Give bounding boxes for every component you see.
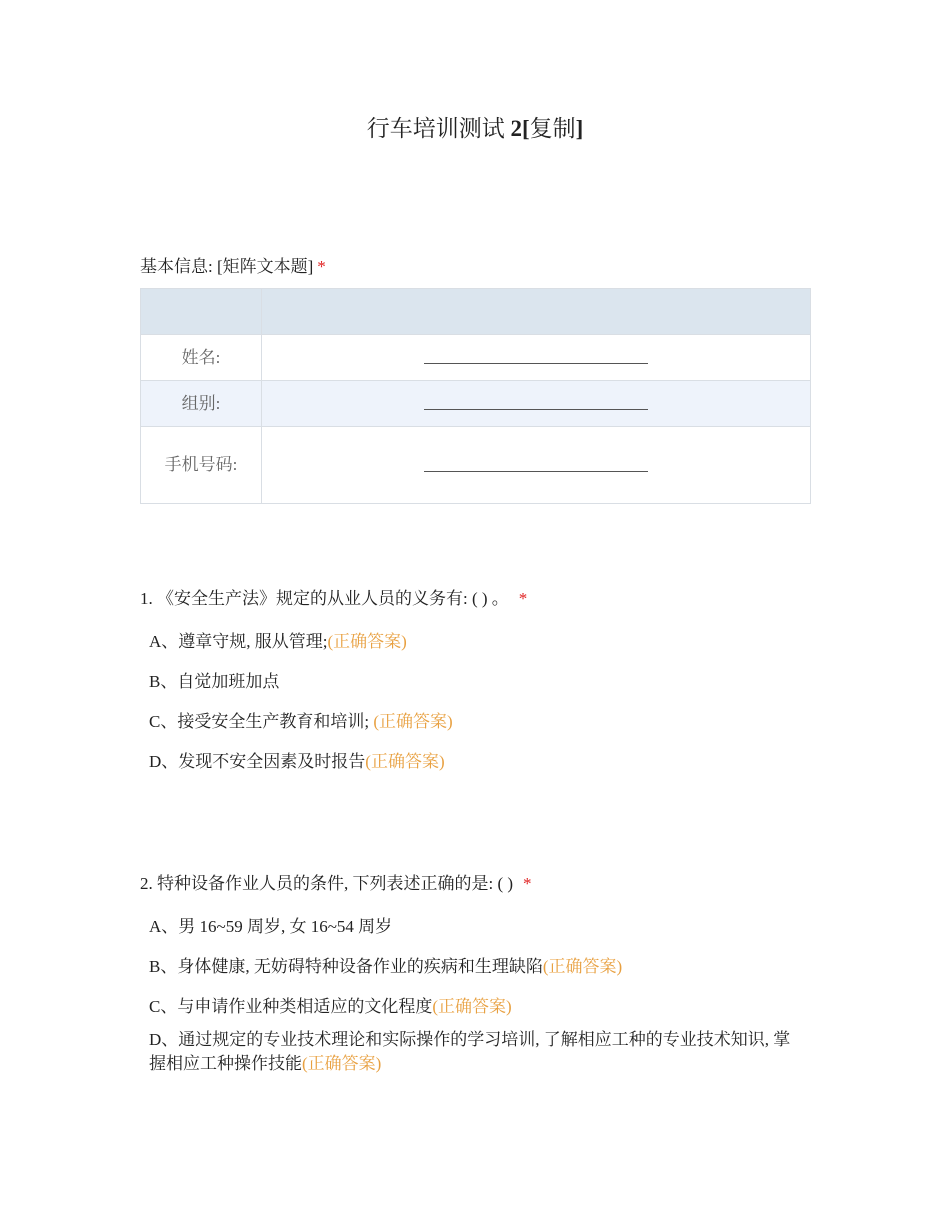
question-1 [140, 584, 527, 609]
basic-info-matrix [140, 288, 811, 504]
q1-option-a[interactable] [149, 630, 809, 654]
basic-info-text: 基本信息: [矩阵文本题] [140, 257, 314, 276]
matrix-row-label: 姓名: [141, 335, 262, 381]
matrix-row-name [141, 335, 811, 381]
name-blank-line [424, 363, 648, 364]
title-bracket-open: [ [521, 116, 530, 141]
correct-answer-tag: (正确答案) [302, 1054, 382, 1073]
title-copy: 复制 [529, 116, 576, 141]
matrix-row-label: 手机号码: [141, 427, 262, 504]
option-text: C、与申请作业种类相适应的文化程度 [149, 997, 433, 1016]
option-text: B、自觉加班加点 [149, 672, 280, 691]
question-2 [140, 869, 532, 894]
q2-option-a[interactable] [149, 915, 809, 939]
q2-option-b[interactable] [149, 955, 809, 979]
option-text: B、身体健康, 无妨碍特种设备作业的疾病和生理缺陷 [149, 957, 543, 976]
matrix-header-cell [262, 289, 811, 335]
question-1-text: 1. 《安全生产法》规定的从业人员的义务有: ( ) 。 [140, 589, 509, 608]
q1-option-b[interactable] [149, 670, 809, 694]
matrix-row-group [141, 381, 811, 427]
option-text: D、发现不安全因素及时报告 [149, 752, 366, 771]
matrix-header-row [141, 289, 811, 335]
correct-answer-tag: (正确答案) [327, 632, 407, 651]
required-mark: * [317, 257, 326, 276]
correct-answer-tag: (正确答案) [373, 712, 453, 731]
group-blank-line [424, 409, 648, 410]
matrix-row-phone [141, 427, 811, 504]
q1-option-c[interactable] [149, 710, 809, 734]
q2-option-d[interactable] [149, 1028, 804, 1076]
basic-info-label [140, 252, 326, 277]
matrix-row-label: 组别: [141, 381, 262, 427]
matrix-header-corner [141, 289, 262, 335]
option-text: A、男 16~59 周岁, 女 16~54 周岁 [149, 917, 393, 936]
q2-option-c[interactable] [149, 995, 809, 1019]
title-main: 行车培训测试 [366, 116, 505, 141]
option-text: A、遵章守规, 服从管理; [149, 632, 328, 651]
question-2-text: 2. 特种设备作业人员的条件, 下列表述正确的是: ( ) [140, 874, 514, 893]
required-mark: * [518, 589, 528, 608]
required-mark: * [523, 874, 532, 893]
name-input[interactable] [262, 335, 811, 381]
page-title [0, 110, 950, 143]
option-text: D、通过规定的专业技术理论和实际操作的学习培训, 了解相应工种的专业技术知识, 掌握相应工种操作技能 [149, 1030, 791, 1073]
title-bracket-close: ] [575, 116, 584, 141]
option-text: C、接受安全生产教育和培训; [149, 712, 374, 731]
title-number: 2 [510, 116, 522, 141]
phone-input[interactable] [262, 427, 811, 504]
correct-answer-tag: (正确答案) [365, 752, 445, 771]
q1-option-d[interactable] [149, 750, 809, 774]
group-input[interactable] [262, 381, 811, 427]
correct-answer-tag: (正确答案) [432, 997, 512, 1016]
correct-answer-tag: (正确答案) [542, 957, 623, 976]
phone-blank-line [424, 471, 648, 472]
